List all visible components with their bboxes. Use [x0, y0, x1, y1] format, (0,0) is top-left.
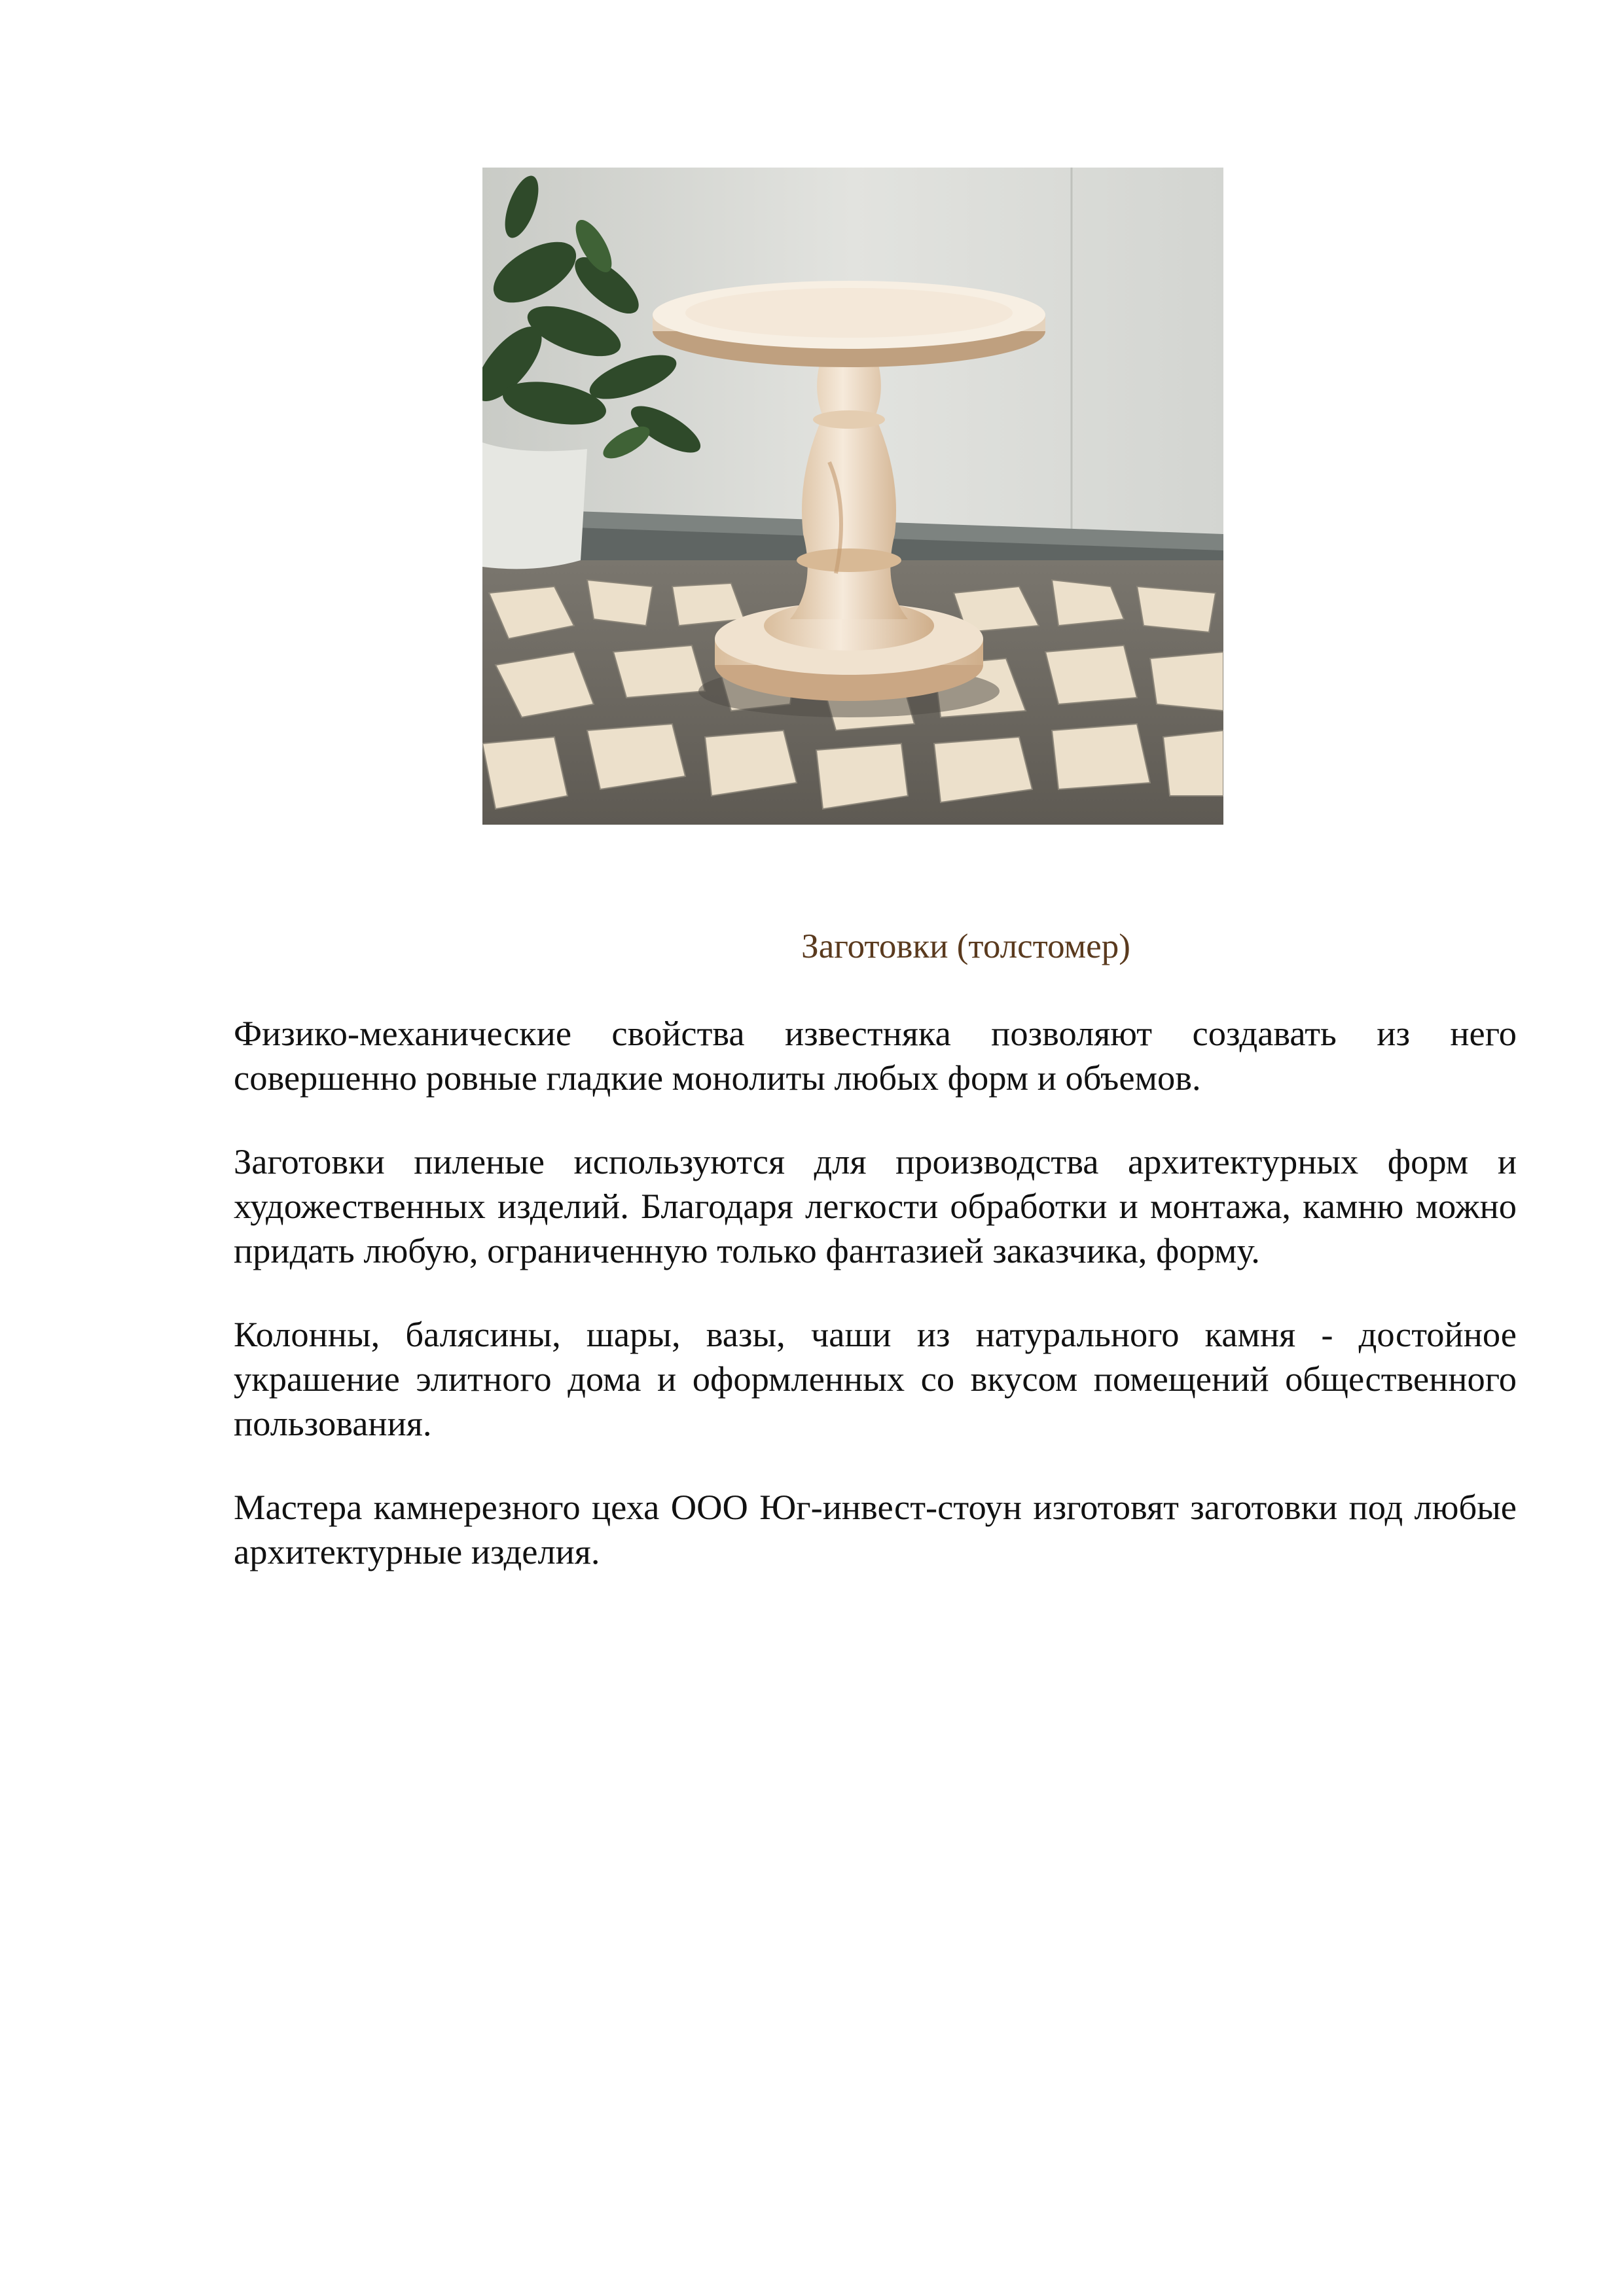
page-title: Заготовки (толстомер): [801, 927, 1130, 965]
paragraph-2: Заготовки пиленые используются для производства архитектурных форм и художественных изделий. Благодаря легкости обработки и монтажа, камню можно придать любую, ограниченную только фантазией заказчика, форму.: [234, 1141, 1517, 1270]
body-text: [234, 1011, 1517, 1613]
paragraph-4: Мастера камнерезного цеха ООО Юг-инвест-стоун изготовят заготовки под любые архитектурные изделия.: [234, 1487, 1517, 1571]
paragraph-3: Колонны, балясины, шары, вазы, чаши из натурального камня - достойное украшение элитного дома и оформленных со вкусом помещений общественного пользования.: [234, 1314, 1517, 1443]
onyx-table-photo: [482, 168, 1223, 825]
paragraph-1: Физико-механические свойства известняка позволяют создавать из него совершенно ровные гладкие монолиты любых форм и объемов.: [234, 1013, 1517, 1098]
